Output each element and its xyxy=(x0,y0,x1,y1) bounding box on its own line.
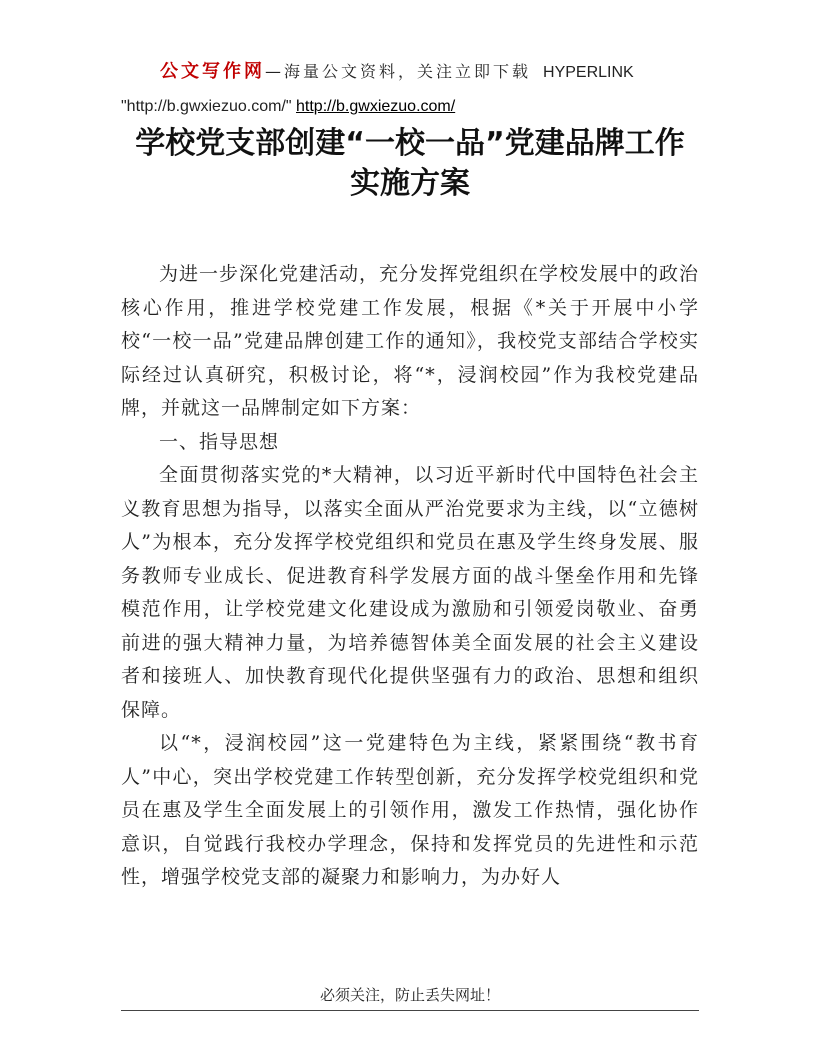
url-field-code: "http://b.gwxiezuo.com/" xyxy=(121,98,292,115)
paragraph-brand-mainline: 以“*，浸润校园”这一党建特色为主线，紧紧围绕“教书育人”中心，突出学校党建工作转型创新，充分发挥学校党组织和党员在惠及学生全面发展上的引领作用，激发工作热情，强化协作意识，自觉践行我校办学理念，保持和发挥党员的先进性和示范性，增强学校党支部的凝聚力和影响力，为办好人 xyxy=(121,732,699,888)
brand-name: 公文写作网 xyxy=(160,61,265,82)
footer-divider xyxy=(121,1010,699,1011)
site-header xyxy=(160,60,700,85)
paragraph-guiding-ideology: 全面贯彻落实党的*大精神，以习近平新时代中国特色社会主义教育思想为指导，以落实全面从严治党要求为主线，以“立德树人”为根本，充分发挥学校党组织和党员在惠及学生终身发展、服务教师专业成长、促进教育科学发展方面的战斗堡垒作用和先锋模范作用，让学校党建文化建设成为激励和引领爱岗敬业、奋勇前进的强大精神力量，为培养德智体美全面发展的社会主义建设者和接班人、加快教育现代化提供坚强有力的政治、思想和组织保障。 xyxy=(121,464,699,721)
document-body xyxy=(121,258,699,895)
section-heading-guiding-ideology: 一、指导思想 xyxy=(159,430,280,453)
document-title: 学校党支部创建“一校一品”党建品牌工作实施方案 xyxy=(135,126,685,201)
site-url-line xyxy=(121,96,455,118)
paragraph-intro: 为进一步深化党建活动，充分发挥党组织在学校发展中的政治核心作用，推进学校党建工作发展，根据《*关于开展中小学校“一校一品”党建品牌创建工作的通知》，我校党支部结合学校实际经过认真研究，积极讨论，将“*，浸润校园”作为我校党建品牌，并就这一品牌制定如下方案： xyxy=(121,263,700,419)
footer-notice: 必须关注，防止丢失网址！ xyxy=(319,986,500,1004)
site-url-link[interactable]: http://b.gwxiezuo.com/ xyxy=(296,98,456,115)
site-slogan: —海量公文资料，关注立即下载 xyxy=(265,62,532,81)
hyperlink-field-code: HYPERLINK xyxy=(543,64,634,81)
